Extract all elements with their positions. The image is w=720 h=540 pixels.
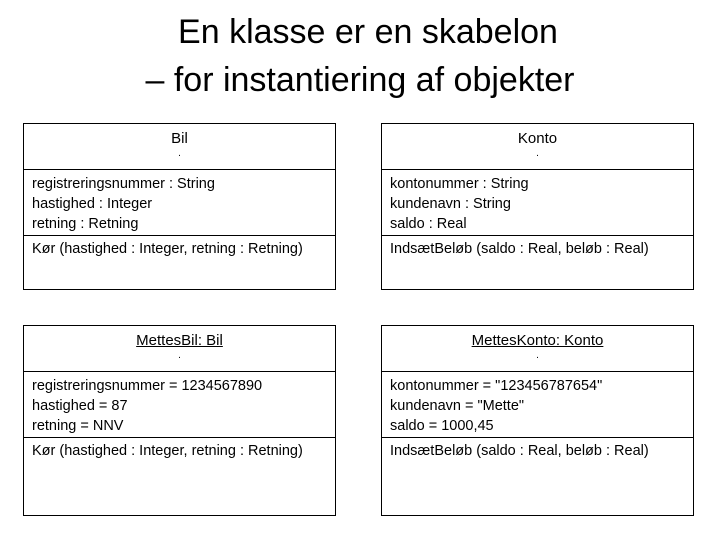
object-stereotype-dot: . bbox=[536, 350, 539, 361]
operation-compartment bbox=[24, 236, 335, 259]
operation-compartment bbox=[382, 438, 693, 461]
operation-compartment bbox=[24, 438, 335, 461]
class-box-konto bbox=[381, 123, 694, 290]
operation-row: Kør (hastighed : Integer, retning : Retning) bbox=[32, 241, 303, 257]
class-name: Bil bbox=[171, 130, 188, 147]
class-name-compartment bbox=[24, 124, 335, 170]
attribute-row: registreringsnummer = 1234567890 bbox=[32, 378, 263, 394]
operation-row: IndsætBeløb (saldo : Real, beløb : Real) bbox=[390, 241, 649, 257]
object-box-metteskonto bbox=[381, 325, 694, 516]
class-name: Konto bbox=[517, 130, 558, 147]
class-box-bil bbox=[23, 123, 336, 290]
attribute-row: hastighed : Integer bbox=[32, 196, 153, 212]
attribute-row: kontonummer = "123456787654" bbox=[390, 378, 603, 394]
attribute-compartment bbox=[382, 372, 693, 438]
operation-row: Kør (hastighed : Integer, retning : Retning) bbox=[32, 443, 303, 459]
attribute-row: kundenavn : String bbox=[390, 196, 511, 212]
attribute-compartment bbox=[24, 170, 335, 236]
attribute-row: retning : Retning bbox=[32, 216, 139, 232]
object-name-compartment bbox=[24, 326, 335, 372]
attribute-row: hastighed = 87 bbox=[32, 398, 128, 414]
object-name-compartment bbox=[382, 326, 693, 372]
class-stereotype-dot: . bbox=[178, 148, 181, 159]
object-name: MettesKonto: Konto bbox=[471, 332, 604, 349]
slide-title-line-1: En klasse er en skabelon bbox=[178, 13, 558, 51]
object-stereotype-dot: . bbox=[178, 350, 181, 361]
slide-title-line-2: – for instantiering af objekter bbox=[145, 61, 575, 99]
attribute-row: registreringsnummer : String bbox=[32, 176, 215, 192]
attribute-row: retning = NNV bbox=[32, 418, 124, 434]
attribute-row: kontonummer : String bbox=[390, 176, 529, 192]
attribute-compartment bbox=[382, 170, 693, 236]
attribute-row: saldo = 1000,45 bbox=[390, 418, 494, 434]
attribute-row: kundenavn = "Mette" bbox=[390, 398, 525, 414]
operation-row: IndsætBeløb (saldo : Real, beløb : Real) bbox=[390, 443, 649, 459]
class-stereotype-dot: . bbox=[536, 148, 539, 159]
attribute-row: saldo : Real bbox=[390, 216, 467, 232]
object-name: MettesBil: Bil bbox=[136, 332, 223, 349]
operation-compartment bbox=[382, 236, 693, 259]
object-box-mettesbil bbox=[23, 325, 336, 516]
attribute-compartment bbox=[24, 372, 335, 438]
class-name-compartment bbox=[382, 124, 693, 170]
